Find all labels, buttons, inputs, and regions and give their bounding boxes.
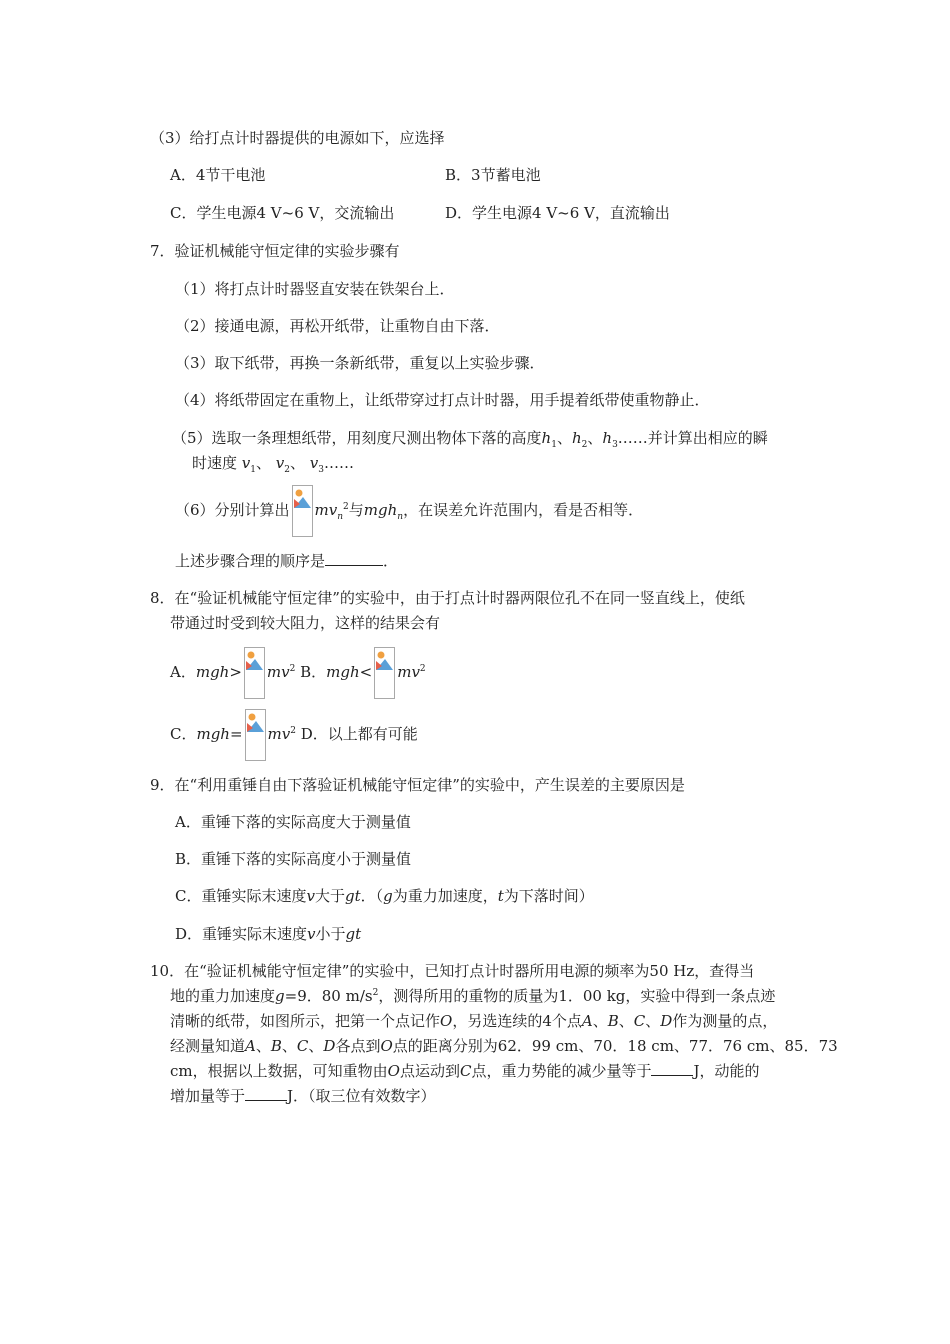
q8-options-cd: C．mgh= $mv^2$ D．以上都有可能 <box>170 709 418 761</box>
q7-stem: 7．验证机械能守恒定律的实验步骤有 <box>150 242 400 260</box>
q8-stem-line2: 带通过时受到较大阻力，这样的结果会有 <box>170 614 441 632</box>
q8-stem-line1: 8．在“验证机械能守恒定律”的实验中，由于打点计时器两限位孔不在同一竖直线上，使纸 <box>150 589 745 607</box>
broken-image-icon <box>244 647 265 699</box>
answer-blank-kinetic-energy[interactable] <box>245 1086 287 1101</box>
broken-image-icon <box>374 647 395 699</box>
q10-line3: 清晰的纸带，如图所示，把第一个点记作O，另选连续的4个点A、B、C、D作为测量的点， <box>170 1012 778 1030</box>
q9-option-c: C．重锤实际末速度v大于gt．（g为重力加速度，t为下落时间） <box>175 887 594 905</box>
q7-step-1: （1）将打点计时器竖直安装在铁架台上． <box>175 280 455 298</box>
q9-stem: 9．在“利用重锤自由下落验证机械能守恒定律”的实验中，产生误差的主要原因是 <box>150 776 685 794</box>
q6-3-stem: （3）给打点计时器提供的电源如下，应选择 <box>150 129 445 147</box>
broken-image-icon <box>292 485 313 537</box>
q10-line2: 地的重力加速度g=9．80 $m/s^2$，测得所用的重物的质量为1．00 kg，实验中得到一条点迹 <box>170 987 776 1005</box>
q9-option-d: D．重锤实际末速度v小于gt <box>175 925 362 943</box>
q10-line1: 10．在“验证机械能守恒定律”的实验中，已知打点计时器所用电源的频率为50 Hz，查得当 <box>150 962 755 980</box>
answer-blank[interactable] <box>325 551 383 566</box>
q7-step-3: （3）取下纸带，再换一条新纸带，重复以上实验步骤． <box>175 354 545 372</box>
q10-line5: cm，根据以上数据，可知重物由O点运动到C点，重力势能的减少量等于 J，动能的 <box>170 1062 760 1080</box>
q10-line4: 经测量知道A、B、C、D各点到O点的距离分别为62．99 cm、70．18 cm、77．76 cm、85．73 <box>170 1037 838 1055</box>
q7-step-5-line2: 时速度 $v_1$、 $v_2$、 $v_3\dots\dots$ <box>192 454 355 475</box>
q7-step-4: （4）将纸带固定在重物上，让纸带穿过打点计时器，用手提着纸带使重物静止． <box>175 391 710 409</box>
answer-blank-potential-energy[interactable] <box>651 1061 693 1076</box>
q7-order-prompt: 上述步骤合理的顺序是 ． <box>175 552 399 570</box>
q7-step-2: （2）接通电源，再松开纸带，让重物自由下落． <box>175 317 500 335</box>
q9-option-b: B．重锤下落的实际高度小于测量值 <box>175 850 412 868</box>
q6-3-option-a: A．4节干电池 <box>170 166 266 184</box>
q6-3-option-c: C．学生电源4 V~6 V，交流输出 <box>170 204 395 222</box>
q10-line6: 增加量等于 J．（取三位有效数字） <box>170 1087 436 1105</box>
q8-options-ab: A．mgh> $mv^2$ B．mgh< $mv^2$ <box>170 647 426 699</box>
q9-option-a: A．重锤下落的实际高度大于测量值 <box>175 813 411 831</box>
q7-step-6: （6）分别计算出 $mv_n^2$与mgh$_n$，在误差允许范围内，看是否相等． <box>175 485 643 537</box>
broken-image-icon <box>245 709 266 761</box>
q7-step-5-line1: （5）选取一条理想纸带，用刻度尺测出物体下落的高度$h_1$、$h_2$、$h_3\dots\dots$并计算出相应的瞬 <box>172 429 768 450</box>
q6-3-option-b: B．3节蓄电池 <box>445 166 541 184</box>
q6-3-option-d: D．学生电源4 V~6 V，直流输出 <box>445 204 670 222</box>
